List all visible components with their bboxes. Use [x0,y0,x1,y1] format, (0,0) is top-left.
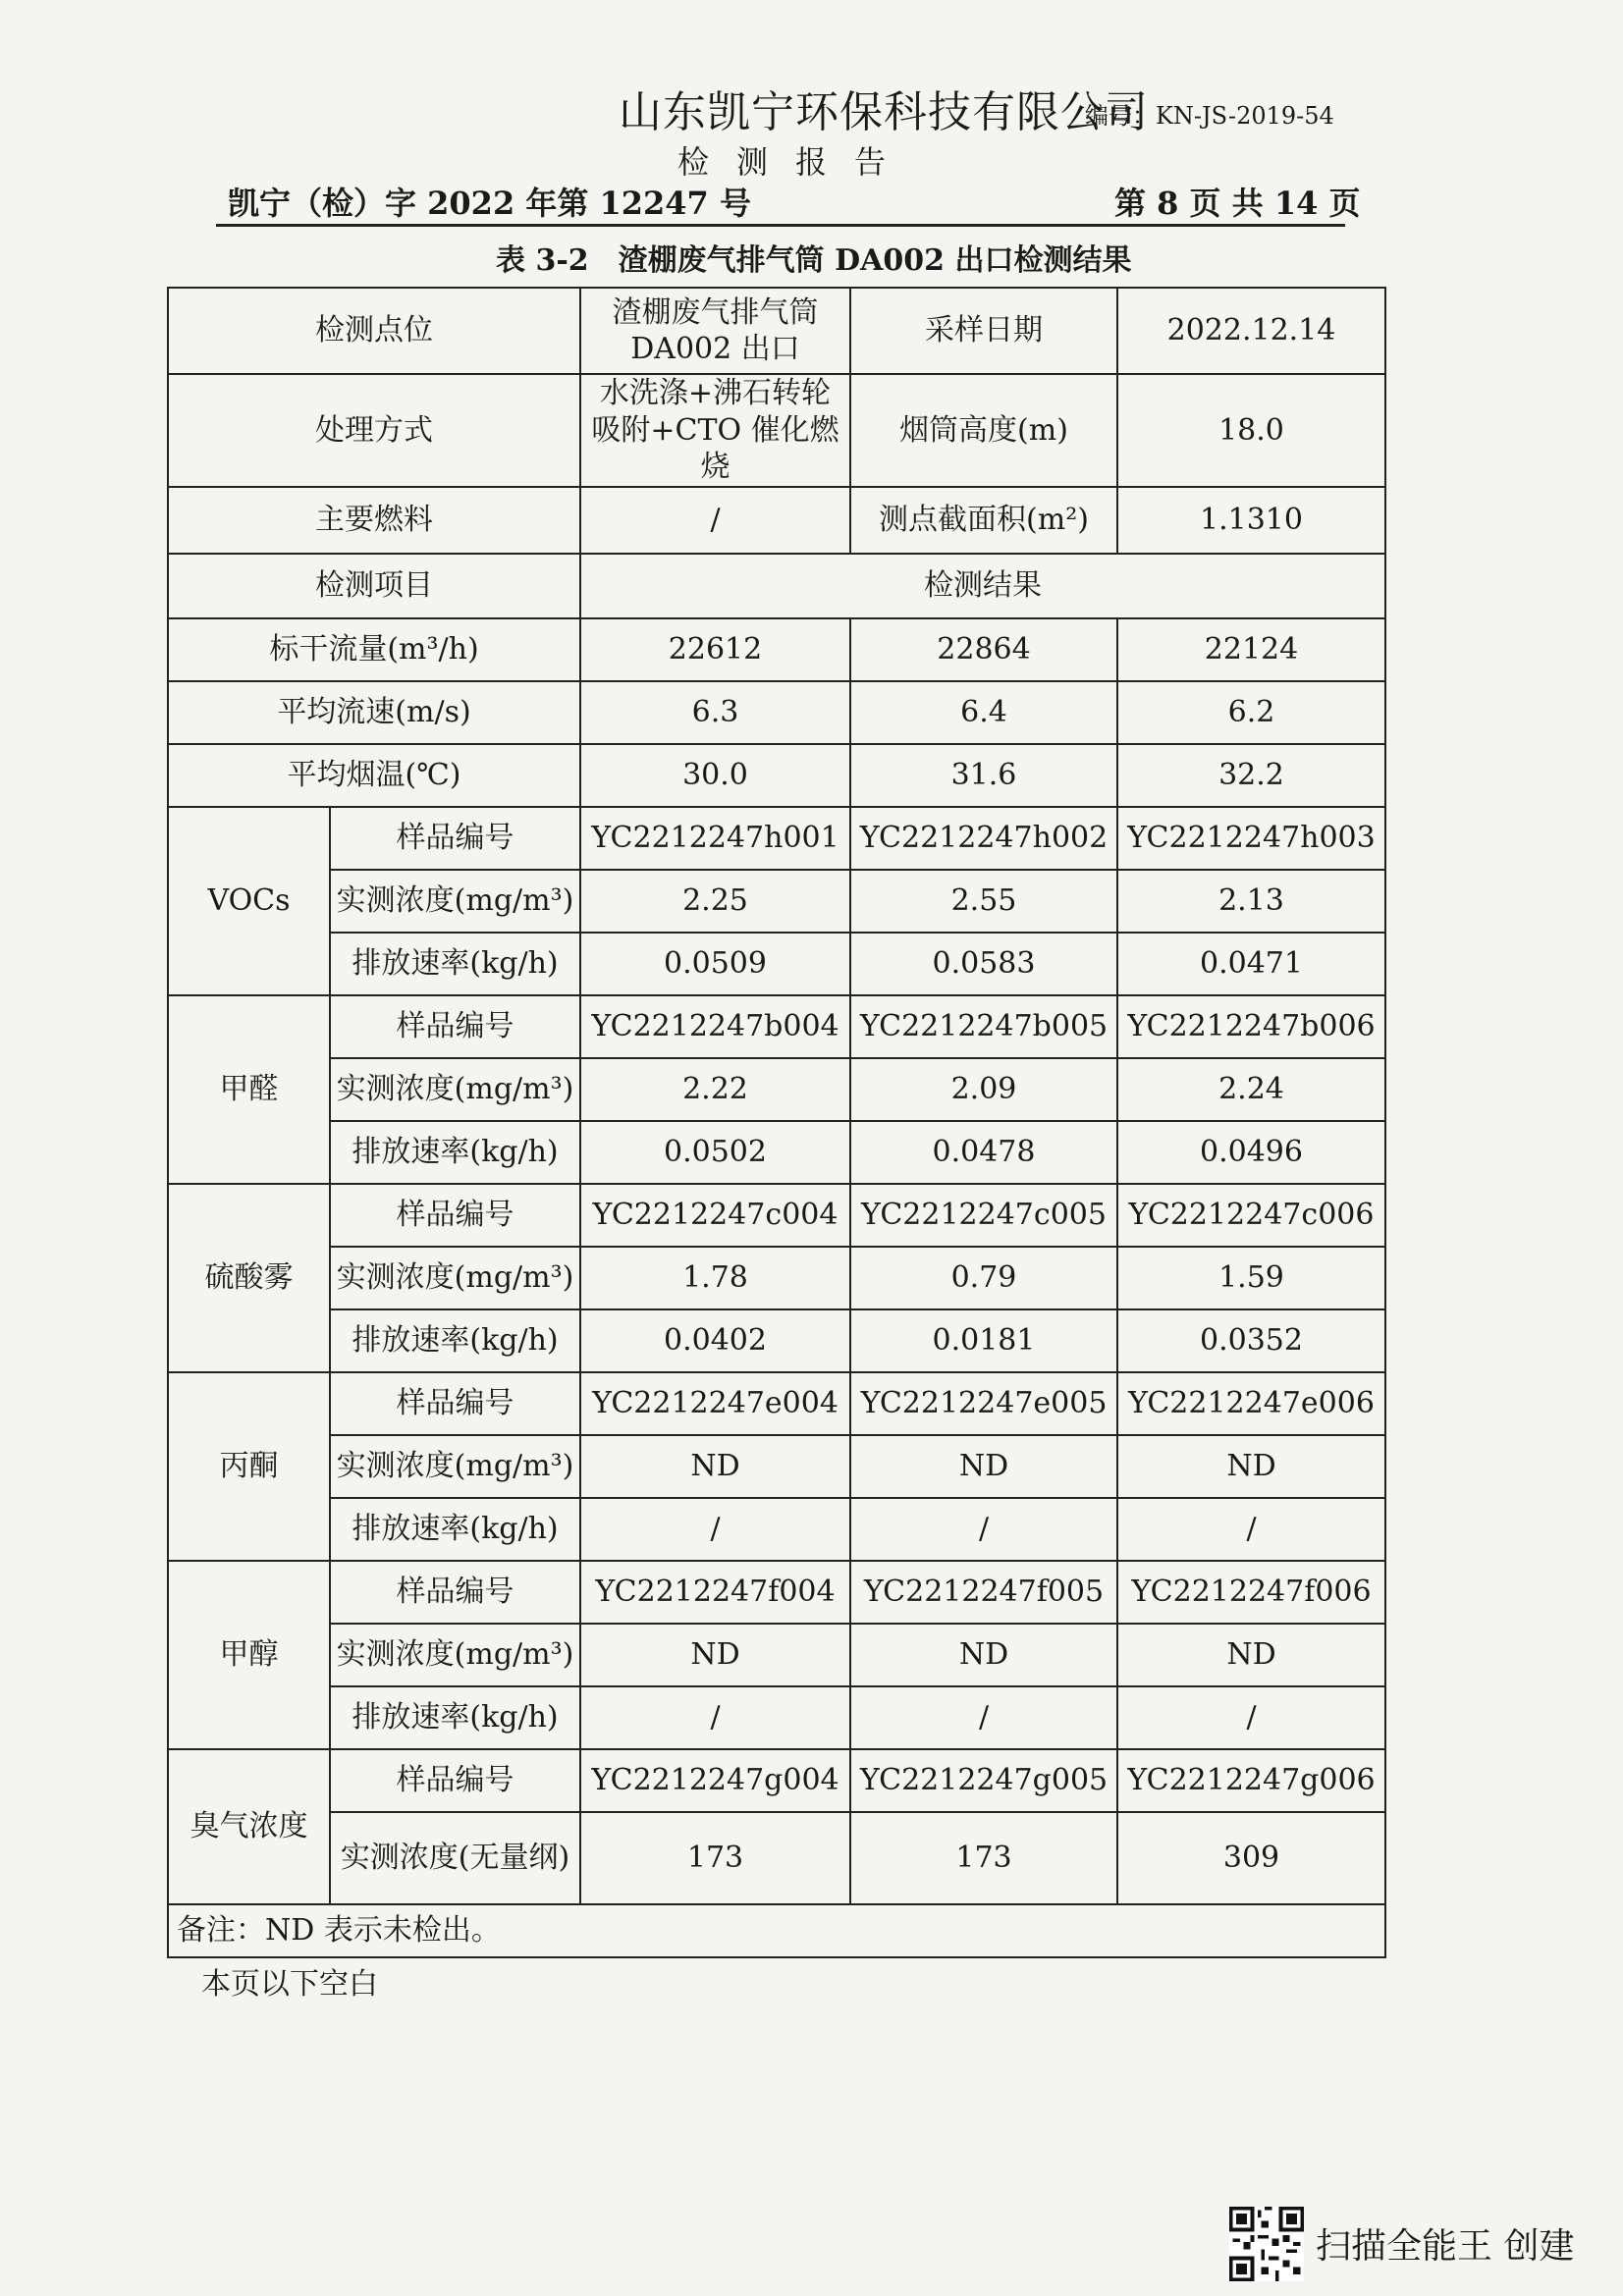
pollutant-name: 甲醇 [168,1561,330,1749]
table-row [168,870,1385,933]
result-value: 173 [850,1812,1117,1904]
result-value: YC2212247b005 [850,995,1117,1058]
parameter-label: 排放速率(kg/h) [330,1686,580,1749]
flow-value: 22612 [580,618,850,681]
flow-value: 30.0 [580,744,850,807]
treatment-value: 水洗涤+沸石转轮吸附+CTO 催化燃烧 [580,374,850,487]
table-row [168,995,1385,1058]
document-code: 编号：KN-JS-2019-54 [1085,102,1334,130]
result-value: YC2212247g005 [850,1749,1117,1812]
table-row [168,618,1385,681]
result-value: 1.59 [1117,1247,1385,1309]
result-value: 0.79 [850,1247,1117,1309]
result-value: ND [850,1435,1117,1498]
scanner-watermark: 扫描全能王 创建 [1316,2226,1575,2267]
table-row [168,807,1385,870]
table-row [168,933,1385,995]
table-row [168,1058,1385,1121]
flow-row-label: 平均流速(m/s) [168,681,580,744]
result-value: 2.25 [580,870,850,933]
report-title: 检测报告 [677,143,914,181]
result-value: YC2212247c005 [850,1184,1117,1247]
result-value: 309 [1117,1812,1385,1904]
table-row [168,1812,1385,1904]
fuel-value: / [580,487,850,554]
result-value: YC2212247e005 [850,1372,1117,1435]
parameter-label: 排放速率(kg/h) [330,933,580,995]
result-value: YC2212247g006 [1117,1749,1385,1812]
table-row [168,1561,1385,1624]
company-name: 山东凯宁环保科技有限公司 [619,87,1149,137]
table-row [168,1498,1385,1561]
flow-value: 32.2 [1117,744,1385,807]
table-row [168,1624,1385,1686]
sample-date-value: 2022.12.14 [1117,288,1385,374]
area-value: 1.1310 [1117,487,1385,554]
table-note: 备注：ND 表示未检出。 [168,1904,1385,1957]
result-value: 2.09 [850,1058,1117,1121]
table-row [168,1184,1385,1247]
flow-value: 6.3 [580,681,850,744]
table-row [168,374,1385,487]
result-value: YC2212247c004 [580,1184,850,1247]
table-row [168,1372,1385,1435]
item-header: 检测项目 [168,554,580,618]
qr-code-icon [1229,2207,1304,2281]
flow-value: 6.4 [850,681,1117,744]
result-value: / [580,1686,850,1749]
parameter-label: 实测浓度(mg/m³) [330,1247,580,1309]
result-value: 0.0471 [1117,933,1385,995]
page-info: 第 8 页 共 14 页 [1114,185,1361,222]
result-value: / [850,1686,1117,1749]
pollutant-name: 丙酮 [168,1372,330,1561]
result-value: YC2212247c006 [1117,1184,1385,1247]
result-value: YC2212247h001 [580,807,850,870]
header-divider [216,224,1345,227]
pollutant-name: VOCs [168,807,330,995]
result-value: 0.0496 [1117,1121,1385,1184]
parameter-label: 样品编号 [330,995,580,1058]
result-value: 0.0509 [580,933,850,995]
table-row [168,1247,1385,1309]
flow-value: 22124 [1117,618,1385,681]
result-value: / [850,1498,1117,1561]
result-value: YC2212247g004 [580,1749,850,1812]
result-value: YC2212247f005 [850,1561,1117,1624]
result-value: 0.0478 [850,1121,1117,1184]
location-label: 检测点位 [168,288,580,374]
parameter-label: 样品编号 [330,807,580,870]
result-value: YC2212247f006 [1117,1561,1385,1624]
parameter-label: 样品编号 [330,1561,580,1624]
table-row [168,1904,1385,1957]
result-header: 检测结果 [580,554,1385,618]
result-value: ND [850,1624,1117,1686]
result-value: YC2212247b006 [1117,995,1385,1058]
location-value: 渣棚废气排气筒 DA002 出口 [580,288,850,374]
table-row [168,744,1385,807]
result-value: ND [1117,1435,1385,1498]
result-value: ND [580,1435,850,1498]
flow-value: 6.2 [1117,681,1385,744]
parameter-label: 样品编号 [330,1184,580,1247]
table-row [168,288,1385,374]
treatment-label: 处理方式 [168,374,580,487]
result-value: ND [580,1624,850,1686]
result-value: 2.24 [1117,1058,1385,1121]
flow-value: 31.6 [850,744,1117,807]
flow-value: 22864 [850,618,1117,681]
result-value: 0.0583 [850,933,1117,995]
result-value: 1.78 [580,1247,850,1309]
table-row [168,1435,1385,1498]
table-row [168,1121,1385,1184]
report-number: 凯宁（检）字 2022 年第 12247 号 [228,185,751,222]
result-value: / [1117,1498,1385,1561]
result-value: YC2212247h002 [850,807,1117,870]
table-row [168,1309,1385,1372]
blank-below-note: 本页以下空白 [201,1967,378,2002]
parameter-label: 实测浓度(mg/m³) [330,870,580,933]
parameter-label: 排放速率(kg/h) [330,1121,580,1184]
flow-row-label: 标干流量(m³/h) [168,618,580,681]
result-value: ND [1117,1624,1385,1686]
stack-height-label: 烟筒高度(m) [850,374,1117,487]
table-row [168,487,1385,554]
table-row [168,1686,1385,1749]
result-value: 2.22 [580,1058,850,1121]
flow-row-label: 平均烟温(℃) [168,744,580,807]
parameter-label: 样品编号 [330,1749,580,1812]
result-value: / [580,1498,850,1561]
area-label: 测点截面积(m²) [850,487,1117,554]
pollutant-name: 硫酸雾 [168,1184,330,1372]
parameter-label: 实测浓度(无量纲) [330,1812,580,1904]
result-value: 173 [580,1812,850,1904]
table-row [168,1749,1385,1812]
parameter-label: 样品编号 [330,1372,580,1435]
parameter-label: 实测浓度(mg/m³) [330,1058,580,1121]
result-value: 2.55 [850,870,1117,933]
result-value: 0.0181 [850,1309,1117,1372]
parameter-label: 排放速率(kg/h) [330,1309,580,1372]
pollutant-name: 甲醛 [168,995,330,1184]
table-row [168,681,1385,744]
stack-height-value: 18.0 [1117,374,1385,487]
table-row [168,554,1385,618]
table-title: 表 3-2 渣棚废气排气筒 DA002 出口检测结果 [496,243,1132,278]
results-table [167,287,1386,1958]
result-value: 0.0402 [580,1309,850,1372]
pollutant-name: 臭气浓度 [168,1749,330,1904]
fuel-label: 主要燃料 [168,487,580,554]
sample-date-label: 采样日期 [850,288,1117,374]
parameter-label: 实测浓度(mg/m³) [330,1624,580,1686]
result-value: / [1117,1686,1385,1749]
result-value: 0.0352 [1117,1309,1385,1372]
result-value: YC2212247h003 [1117,807,1385,870]
result-value: YC2212247b004 [580,995,850,1058]
result-value: YC2212247e006 [1117,1372,1385,1435]
parameter-label: 排放速率(kg/h) [330,1498,580,1561]
result-value: 2.13 [1117,870,1385,933]
parameter-label: 实测浓度(mg/m³) [330,1435,580,1498]
result-value: YC2212247f004 [580,1561,850,1624]
result-value: YC2212247e004 [580,1372,850,1435]
result-value: 0.0502 [580,1121,850,1184]
